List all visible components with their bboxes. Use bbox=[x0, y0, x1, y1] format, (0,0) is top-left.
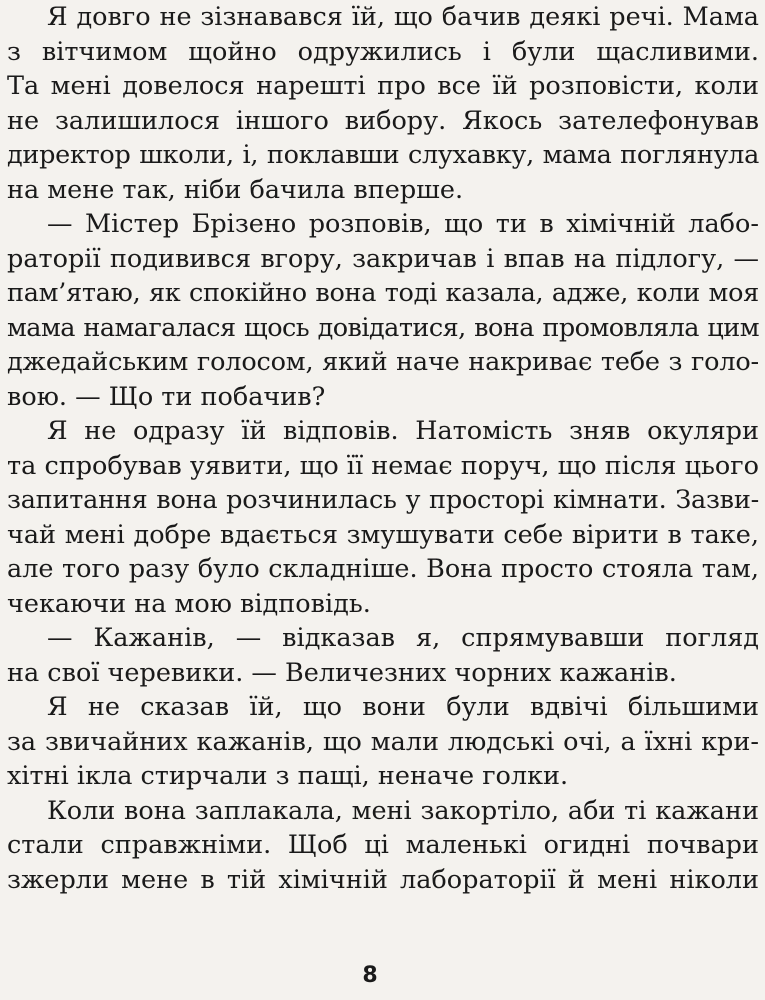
page-number: 8 bbox=[362, 963, 378, 988]
text-line: хітні ікла стирчали з пащі, неначе голки. bbox=[7, 761, 569, 791]
text-line: мама намагалася щось довідатися, вона промовляла цим bbox=[7, 312, 759, 343]
text-line: Я довго не зізнавався їй, що бачив деякі речі. Мама bbox=[47, 2, 759, 32]
text-line: Коли вона заплакала, мені закортіло, аби ті кажани bbox=[47, 795, 759, 826]
text-line: та спробував уявити, що її немає поруч, що після цього bbox=[7, 450, 759, 481]
text-line: раторії подивився вгору, закричав і впав на підлогу, — bbox=[7, 243, 759, 274]
text-line: джедайським голосом, який наче накриває тебе з голо- bbox=[7, 347, 759, 377]
text-line: стали справжніми. Щоб ці маленькі огидні почвари bbox=[7, 830, 759, 860]
text-line: за звичайних кажанів, що мали людські очі, а їхні кри- bbox=[7, 726, 759, 757]
text-line: не залишилося іншого вибору. Якось зателефонував bbox=[7, 105, 759, 136]
text-line: але того разу було складніше. Вона просто стояла там, bbox=[7, 554, 759, 584]
text-line: з вітчимом щойно одружились і були щасливими. bbox=[7, 36, 759, 67]
text-line: пам’ятаю, як спокійно вона тоді казала, адже, коли моя bbox=[7, 278, 759, 308]
text-line: директор школи, і, поклавши слухавку, мама поглянула bbox=[7, 140, 759, 170]
text-line: вою. — Що ти побачив? bbox=[7, 381, 326, 412]
text-line: Я не одразу їй відповів. Натомість зняв окуляри bbox=[47, 416, 759, 446]
text-line: зжерли мене в тій хімічній лабораторії й мені ніколи bbox=[7, 864, 759, 895]
text-line: на мене так, ніби бачила вперше. bbox=[7, 174, 464, 205]
text-line: чай мені добре вдається змушувати себе вірити в таке, bbox=[7, 519, 759, 550]
text-line: Та мені довелося нарешті про все їй розповісти, коли bbox=[7, 71, 759, 101]
text-line: — Кажанів, — відказав я, спрямувавши погляд bbox=[47, 623, 759, 653]
text-line: Я не сказав їй, що вони були вдвічі більшими bbox=[47, 692, 759, 722]
body-text bbox=[7, 0, 759, 897]
text-line: запитання вона розчинилась у просторі кімнати. Зазви- bbox=[7, 485, 759, 515]
text-line: — Містер Брізено розповів, що ти в хімічній лабо- bbox=[47, 209, 759, 239]
text-line: на свої черевики. — Величезних чорних кажанів. bbox=[7, 657, 677, 688]
text-line: чекаючи на мою відповідь. bbox=[7, 588, 371, 619]
